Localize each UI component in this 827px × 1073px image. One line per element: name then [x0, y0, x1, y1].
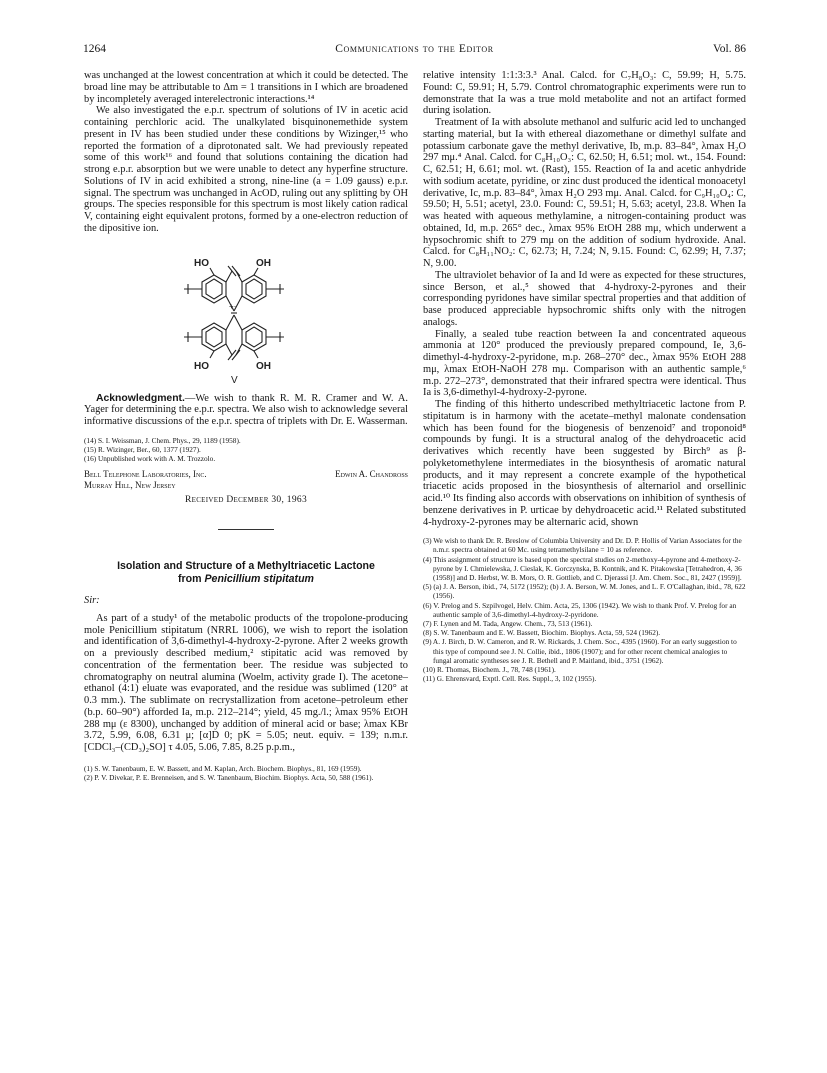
footnotes-left-bottom	[84, 764, 408, 782]
structure-figure	[84, 249, 408, 385]
paragraph: Finally, a sealed tube reaction between Ia and concentrated aqueous ammonia at 120° produced the previously prepared compound, Ie, 3,6-dimethyl-4-hydroxy-2-pyridone, m.p. 268–270° dec., λmax 95% EtOH 288 mμ, λmax EtOH-NaOH 278 mμ. Comparison with an authentic sample,⁶ m.p. 272–273°, demonstrated that their infrared spectra were identical. Thus Ia is 3,6-dimethyl-4-hydroxy-2-pyrone.	[423, 328, 746, 399]
article-title-line1: Isolation and Structure of a Methyltriacetic Lactone	[117, 560, 375, 573]
footnote: (11) G. Ehrensvard, Exptl. Cell. Res. Suppl., 3, 102 (1955).	[423, 674, 597, 684]
article-title-organism: Penicillium stipitatum	[204, 572, 314, 585]
footnotes-right	[423, 536, 746, 683]
acknowledgment-text: —We wish to thank R. M. R. Cramer and W. A. Yager for determining the e.p.r. spectra. We also wish to acknowledge several informative discussions of the e.p.r. spectra of triplets with Dr. E. Wasserman.	[84, 392, 408, 427]
charge-label: +·	[229, 301, 237, 311]
author-name: Edwin A. Chandross	[335, 469, 408, 480]
paragraph: The finding of this hitherto undescribed methyltriacetic lactone from P. stipitatum is in harmony with the acetate–methyl malonate condensation which has been found for the biogenesis of benzenoid⁷ and troponoid⁸ compounds by fungi. It is a structural analog of the dehydroacetic acid derivatives which recently have been suggested by Birch⁹ as β-polyketomethylene intermediates in the biosynthesis of aromatic natural products, and it may represent a concrete example of the hypothetical triacetic acids proposed in the biosynthesis of alternariol and orsellinic acid.¹⁰ Its finding also accords with observations on inhibition of synthesis of benzene derivatives in P. urticae by dehydroacetic acid.¹¹ Related substituted 4-hydroxy-2-pyrones may be alternaric acid, shown	[423, 399, 746, 528]
footnote: (16) Unpublished work with A. M. Trozzolo.	[84, 454, 216, 464]
footnote: (1) S. W. Tanenbaum, E. W. Bassett, and M. Kaplan, Arch. Biochem. Biophys., 81, 169 (1959).	[84, 763, 362, 773]
page-number: 1264	[83, 43, 106, 55]
footnote: (6) V. Prelog and S. Szpilvogel, Helv. Chim. Acta, 25, 1306 (1942). We wish to thank Prof. V. Prelog for an authentic sample of 3,6-dimethyl-4-hydroxy-2-pyridone.	[423, 600, 737, 619]
footnote: (14) S. I. Weissman, J. Chem. Phys., 29, 1189 (1958).	[84, 435, 241, 445]
oh-label-bottom: OH	[256, 360, 271, 372]
right-column	[423, 70, 746, 684]
footnote: (5) (a) J. A. Berson, ibid., 74, 5172 (1952); (b) J. A. Berson, W. M. Jones, and L. F. O'Callaghan, ibid., 78, 622 (1956).	[423, 582, 746, 601]
footnote: (10) R. Thomas, Biochem. J., 78, 748 (1961).	[423, 665, 556, 675]
paragraph: We also investigated the e.p.r. spectrum of solutions of IV in acetic acid containing perchloric acid. The unalkylated bisquinonemethide system present in IV has been studied under these conditions by Wizinger,¹⁵ who reported the formation of a diprotonated salt. We had previously repeated some of this work¹⁶ and found that solutions containing the dication had strong e.p.r. absorption but we were unable to detect any hyperfine structure. Solutions of IV in acid exhibited a strong, nine-line (a = 1.09 gauss) e.p.r. signal. The spectrum was unchanged in AcOD, ruling out any splitting by OH groups. The species responsible for this spectrum is most likely cation radical V, containing eight equivalent protons, formed by a one-electron reduction of the dipositive ion.	[84, 105, 408, 234]
running-title: Communications to the Editor	[335, 43, 494, 55]
oh-label-top: OH	[256, 257, 271, 269]
footnote: (8) S. W. Tanenbaum and E. W. Bassett, Biochim. Biophys. Acta, 59, 524 (1962).	[423, 628, 661, 638]
affiliation-block	[84, 469, 408, 491]
salutation: Sir:	[84, 595, 100, 607]
footnotes-left-top	[84, 436, 408, 464]
paragraph: was unchanged at the lowest concentration at which it could be detected. The broad line may be attributable to Δm = 1 transitions in I which are broadened by incompletely averaged interelectronic interactions.¹⁴	[84, 70, 408, 105]
article-title	[84, 560, 408, 585]
volume-label: Vol. 86	[712, 43, 746, 55]
footnote: (2) P. V. Divekar, P. E. Brenneisen, and S. W. Tanenbaum, Biochim. Biophys. Acta, 50, 588 (1961).	[84, 773, 374, 783]
article-title-prefix: from	[178, 572, 205, 585]
footnote: (3) We wish to thank Dr. R. Breslow of Columbia University and Dr. D. P. Hollis of Varian Associates for the n.m.r. spectra obtained at 60 Mc. using tetramethylsilane = 10 as reference.	[423, 536, 742, 555]
compound-label: V	[231, 374, 238, 385]
ho-label-top: HO	[194, 257, 209, 269]
acknowledgment-heading: Acknowledgment.	[96, 392, 185, 404]
divider	[218, 529, 274, 530]
paragraph: As part of a study¹ of the metabolic products of the tropolone-producing mole Penicillium stipitatum (NRRL 1006), we wish to report the isolation and identification of 3,6-dimethyl-4-hydroxy-2-pyrone. After 2 weeks growth on a previously described medium,² stipitatic acid was removed by concentration of the fermentation beer. The residue was subjected to chromatography on neutral alumina (Woelm, activity grade I). The acetone–ethanol (4:1) eluate was evaporated, and the residue was sublimed (120° at 0.3 mm.). The sublimate on recrystallization from acetone–petroleum ether (b.p. 60–90°) afforded Ia, m.p. 212–214°; yield, 45 mg./l.; λmax 95% EtOH 288 mμ (ε 8300), unchanged by addition of mineral acid or base; λmax KBr 3.72, 5.99, 6.08, 6.31 μ; [α]D 0; pK = 5.05; neut. equiv. = 139; n.m.r. [CDCl₃–(CD₃)₂SO] τ 4.05, 5.06, 7.85, 8.25 p.p.m.,	[84, 612, 408, 754]
radical-cation-structure-diagram	[174, 249, 324, 385]
left-column	[84, 70, 408, 782]
affiliation-name: Bell Telephone Laboratories, Inc.	[84, 469, 207, 480]
footnote: (7) F. Lynen and M. Tada, Angew. Chem., 73, 513 (1961).	[423, 619, 593, 629]
affiliation-location: Murray Hill, New Jersey	[84, 480, 176, 491]
footnote: (9) A. J. Birch, D. W. Cameron, and R. W. Rickards, J. Chem. Soc., 4395 (1960). For an early suggestion to this type of compound see J. N. Collie, ibid., 1806 (1907); and for other recent chemical analogies to fungal aromatic syntheses see J. R. Bethell and P. Maitland, ibid., 3751 (1962).	[423, 637, 737, 665]
footnote: (15) R. Wizinger, Ber., 60, 1377 (1927).	[84, 444, 201, 454]
paragraph: Treatment of Ia with absolute methanol and sulfuric acid led to unchanged starting material, but Ia with ethereal diazomethane or dimethyl sulfate and potassium carbonate gave the methyl derivative, Ib, m.p. 83–84°, λmax H₂O 297 mμ.⁴ Anal. Calcd. for C₈H₁₀O₃: C, 62.50; H, 6.51; mol. wt., 154. Found: C, 62.51; H, 6.61; mol. wt. (Rast), 155. Reaction of Ia and acetic anhydride with sodium acetate, pyridine, or zinc dust produced the identical monoacetyl derivative, Ic, m.p. 83–84°, λmax H₂O 293 mμ. Anal. Calcd. for C₉H₁₀O₄: C, 59.50; H, 5.51; acetyl, 23.0. Found: C, 59.51; H, 5.63; acetyl, 23.8. When Ia was heated with aqueous methylamine, a nitrogen-containing product was obtained, Id, m.p. 265° dec., λmax 95% EtOH 288 mμ, which underwent a hypsochromic shift to 279 mμ on the addition of sodium hydroxide. Anal. Calcd. for C₈H₁₁NO₂: C, 62.73; H, 7.24; N, 9.15. Found: C, 62.99; H, 7.37; N, 9.00.	[423, 117, 746, 269]
paragraph: relative intensity 1:1:3:3.³ Anal. Calcd. for C₇H₈O₃: C, 59.99; H, 5.75. Found: C, 59.91; H, 5.79. Control chromatographic experiments were run to demonstrate that Ia was a true mold metabolite and not an artifact formed during isolation.	[423, 70, 746, 117]
received-date: Received December 30, 1963	[185, 495, 307, 506]
paragraph: The ultraviolet behavior of Ia and Id were as expected for these structures, since Berson, et al.,⁵ showed that 4-hydroxy-2-pyrones and their corresponding pyridones have similar spectral properties and that addition of base produced appreciable hypsochromic shifts only with the nitrogen analogs.	[423, 269, 746, 328]
footnote: (4) This assignment of structure is based upon the spectral studies on 2-methoxy-4-pyrone and 4-methoxy-2-pyrone by I. Chmielewska, J. Cieslak, K. Gorczynska, B. Kontnik, and K. Pitakowska [Tetrahedron, 4, 36 (1958)] and D. Herbst, W. B. Mors, O. R. Gottlieb, and C. Djerassi [J. Am. Chem. Soc., 81, 2427 (1959)].	[423, 554, 742, 583]
acknowledgment-paragraph	[84, 393, 408, 428]
ho-label-bottom: HO	[194, 360, 209, 372]
page-header	[83, 43, 746, 59]
